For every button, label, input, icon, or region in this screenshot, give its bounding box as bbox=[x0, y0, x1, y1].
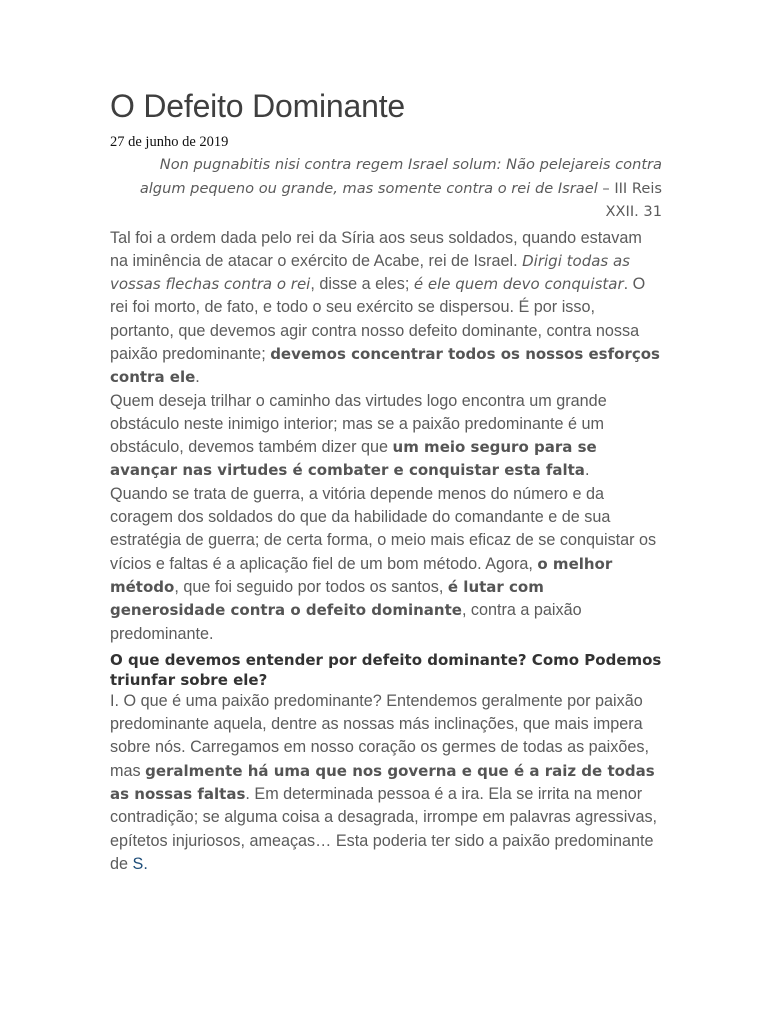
bold-emphasis: geralmente há uma que nos governa e que é a raiz de todas as nossas faltas bbox=[110, 761, 655, 804]
paragraph-1 bbox=[110, 227, 662, 390]
bold-emphasis: o melhor método bbox=[110, 554, 613, 596]
paragraph-text: Quando se trata de guerra, a vitória depende menos do número e da coragem dos soldados do que da habilidade do comandante e de sua estratégia de guerra; de certa forma, o meio mais eficaz de se conquistar os vícios e faltas é a aplicação fiel de um bom método. Agora, bbox=[110, 484, 657, 573]
italic-quote: é ele quem devo conquistar bbox=[413, 275, 624, 294]
section-heading: O que devemos entender por defeito dominante? Como Podemos triunfar sobre ele? bbox=[110, 650, 662, 689]
paragraph-text: Quem deseja trilhar o caminho das virtudes logo encontra um grande obstáculo neste inimigo interior; mas se a paixão predominante é um obstáculo, devemos também dizer que bbox=[110, 391, 607, 457]
article-title: O Defeito Dominante bbox=[110, 88, 406, 124]
saint-link[interactable]: S. bbox=[132, 854, 148, 873]
paragraph-text: . O rei foi morto, de fato, e todo o seu exército se dispersou. É por isso, portanto, que devemos agir contra nosso defeito dominante, contra nossa paixão predominante; bbox=[110, 275, 646, 363]
bold-emphasis: devemos concentrar todos os nossos esforços contra ele bbox=[110, 344, 660, 387]
paragraph-text: . Em determinada pessoa é a ira. Ela se irrita na menor contradição; se alguma coisa a desagrada, irrompe em palavras agressivas, epítetos injuriosos, ameaças… Esta poderia ter sido a paixão predominante de bbox=[110, 785, 658, 873]
paragraph-text: . bbox=[195, 368, 200, 387]
paragraph-text: Tal foi a ordem dada pelo rei da Síria aos seus soldados, quando estavam na iminência de atacar o exército de Acabe, rei de Israel. bbox=[110, 228, 642, 270]
italic-quote: Dirigi todas as vossas flechas contra o rei bbox=[110, 251, 630, 294]
paragraph-text: . bbox=[584, 461, 590, 480]
epigraph-reference: – III Reis XXII. 31 bbox=[597, 179, 662, 220]
epigraph-quote: Non pugnabitis nisi contra regem Israel solum: Não pelejareis contra algum pequeno ou grande, mas somente contra o rei de Israel bbox=[139, 156, 662, 197]
paragraph-text: , disse a eles; bbox=[310, 275, 414, 294]
paragraph-3 bbox=[110, 483, 662, 646]
paragraph-2 bbox=[110, 390, 662, 483]
paragraph-text: , contra a paixão predominante. bbox=[110, 601, 582, 643]
article-date: 27 de junho de 2019 bbox=[110, 134, 229, 150]
article bbox=[110, 86, 662, 876]
paragraph-text: , que foi seguido por todos os santos, bbox=[174, 577, 448, 596]
paragraph-4 bbox=[110, 690, 662, 876]
bold-emphasis: é lutar com generosidade contra o defeito dominante bbox=[110, 577, 544, 620]
article-body bbox=[110, 227, 662, 877]
paragraph-text: I. O que é uma paixão predominante? Entendemos geralmente por paixão predominante aquela, dentre as nossas más inclinações, que mais impera sobre nós. Carregamos em nosso coração os germes de todas as paixões, mas bbox=[110, 691, 649, 780]
bold-emphasis: um meio seguro para se avançar nas virtudes é combater e conquistar esta falta bbox=[110, 438, 597, 480]
epigraph bbox=[110, 153, 662, 224]
